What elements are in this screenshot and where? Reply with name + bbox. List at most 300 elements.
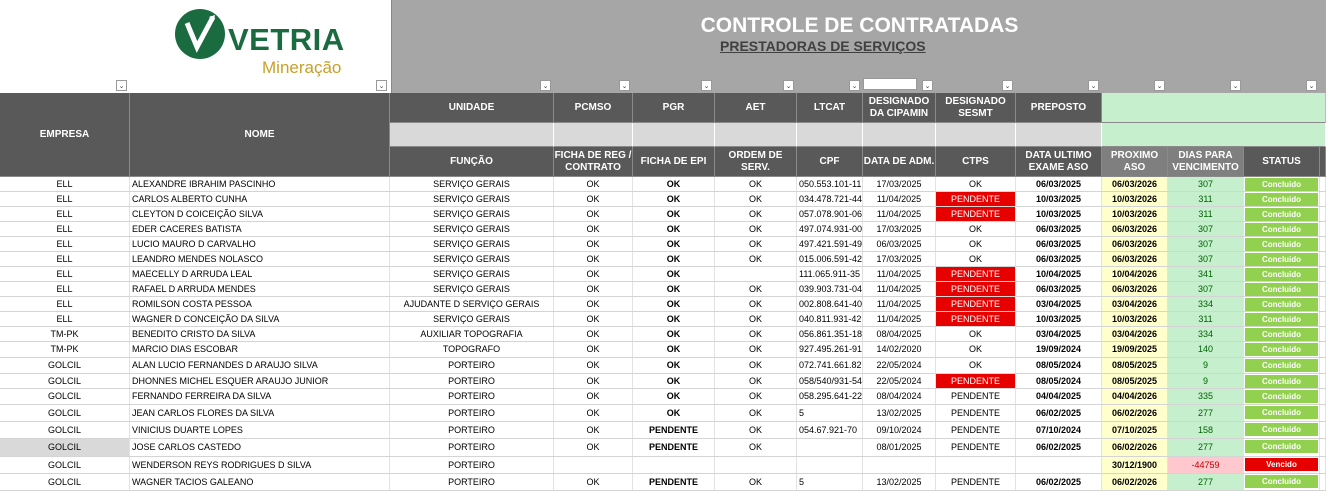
cell-ficha-epi[interactable]: PENDENTE xyxy=(633,439,715,456)
cell-ordem[interactable]: OK xyxy=(715,207,797,221)
cell-ultimo[interactable]: 06/03/2025 xyxy=(1016,237,1102,251)
cell-ultimo[interactable]: 19/09/2024 xyxy=(1016,342,1102,357)
cell-ficha-reg[interactable]: OK xyxy=(554,422,633,438)
cell-nome[interactable]: FERNANDO FERREIRA DA SILVA xyxy=(130,389,390,404)
cell-ordem[interactable]: OK xyxy=(715,374,797,388)
header-input-ltcat[interactable] xyxy=(797,123,863,147)
cell-dias[interactable]: 307 xyxy=(1168,177,1244,191)
cell-data-adm[interactable]: 13/02/2025 xyxy=(863,405,936,421)
cell-dias[interactable]: 334 xyxy=(1168,327,1244,341)
cell-nome[interactable]: JOSE CARLOS CASTEDO xyxy=(130,439,390,456)
cell-status[interactable] xyxy=(1244,297,1320,311)
cell-ultimo[interactable]: 10/03/2025 xyxy=(1016,207,1102,221)
header-input-aet[interactable] xyxy=(715,123,797,147)
cell-ficha-reg[interactable]: OK xyxy=(554,222,633,236)
cell-cpf[interactable]: 5 xyxy=(797,405,863,421)
cell-ultimo[interactable]: 06/02/2025 xyxy=(1016,439,1102,456)
cell-ctps[interactable]: PENDENTE xyxy=(936,267,1016,281)
cell-funcao[interactable]: PORTEIRO xyxy=(390,457,554,473)
cell-ficha-epi[interactable]: OK xyxy=(633,405,715,421)
cell-funcao[interactable]: SERVIÇO GERAIS xyxy=(390,282,554,296)
cell-nome[interactable]: VINICIUS DUARTE LOPES xyxy=(130,422,390,438)
cell-ultimo[interactable]: 10/04/2025 xyxy=(1016,267,1102,281)
cell-ctps[interactable]: PENDENTE xyxy=(936,374,1016,388)
cell-data-adm[interactable]: 08/01/2025 xyxy=(863,439,936,456)
cell-ctps[interactable] xyxy=(936,457,1016,473)
cell-status[interactable] xyxy=(1244,342,1320,357)
cell-ultimo[interactable]: 10/03/2025 xyxy=(1016,312,1102,326)
cell-ficha-epi[interactable]: OK xyxy=(633,282,715,296)
cell-ctps[interactable]: OK xyxy=(936,252,1016,266)
table-row xyxy=(0,252,1326,267)
cell-ficha-reg[interactable]: OK xyxy=(554,342,633,357)
filter-dropdown-icon[interactable]: ⌄ xyxy=(376,80,387,91)
filter-dropdown-icon[interactable]: ⌄ xyxy=(1088,80,1099,91)
cell-data-adm[interactable]: 11/04/2025 xyxy=(863,192,936,206)
cell-ctps[interactable]: PENDENTE xyxy=(936,207,1016,221)
cell-ordem[interactable]: OK xyxy=(715,237,797,251)
cell-status[interactable] xyxy=(1244,192,1320,206)
cell-ficha-reg[interactable]: OK xyxy=(554,439,633,456)
cell-ficha-epi[interactable]: OK xyxy=(633,374,715,388)
cell-data-adm[interactable] xyxy=(863,457,936,473)
cell-ficha-reg[interactable]: OK xyxy=(554,252,633,266)
cell-ficha-reg[interactable]: OK xyxy=(554,312,633,326)
cell-ctps[interactable]: OK xyxy=(936,342,1016,357)
cell-dias[interactable]: 311 xyxy=(1168,312,1244,326)
cell-ordem[interactable]: OK xyxy=(715,474,797,490)
cell-ctps[interactable]: PENDENTE xyxy=(936,312,1016,326)
cell-ficha-reg[interactable]: OK xyxy=(554,327,633,341)
cell-ordem[interactable]: OK xyxy=(715,312,797,326)
cell-data-adm[interactable]: 06/03/2025 xyxy=(863,237,936,251)
cell-cpf[interactable]: 111.065.911-35 xyxy=(797,267,863,281)
cell-proximo[interactable]: 08/05/2025 xyxy=(1102,374,1168,388)
cell-nome[interactable]: LUCIO MAURO D CARVALHO xyxy=(130,237,390,251)
cell-cpf[interactable] xyxy=(797,457,863,473)
cell-ordem[interactable]: OK xyxy=(715,358,797,373)
cell-ficha-reg[interactable]: OK xyxy=(554,207,633,221)
cell-ficha-reg[interactable]: OK xyxy=(554,374,633,388)
table-row xyxy=(0,358,1326,374)
cell-funcao[interactable]: PORTEIRO xyxy=(390,422,554,438)
cell-cpf[interactable]: 050.553.101-11 xyxy=(799,179,862,189)
cell-cpf[interactable]: 5 xyxy=(797,474,863,490)
cell-ordem[interactable] xyxy=(715,267,797,281)
cell-extra xyxy=(1320,177,1326,191)
cell-ficha-epi[interactable]: OK xyxy=(633,342,715,357)
cell-dias[interactable]: 277 xyxy=(1168,405,1244,421)
cell-ficha-reg[interactable]: OK xyxy=(554,192,633,206)
filter-input-box[interactable] xyxy=(863,78,917,90)
cell-ultimo[interactable] xyxy=(1016,457,1102,473)
cell-nome[interactable]: WAGNER D CONCEIÇÃO DA SILVA xyxy=(130,312,390,326)
cell-cpf[interactable]: 927.495.261-91 xyxy=(797,342,863,357)
header-input-pgr[interactable] xyxy=(633,123,715,147)
cell-status[interactable] xyxy=(1244,267,1320,281)
cell-proximo[interactable]: 06/02/2026 xyxy=(1102,474,1168,490)
cell-nome[interactable]: EDER CACERES BATISTA xyxy=(130,222,390,236)
cell-ultimo[interactable]: 03/04/2025 xyxy=(1016,297,1102,311)
cell-ficha-reg[interactable]: OK xyxy=(554,237,633,251)
cell-proximo[interactable]: 10/03/2026 xyxy=(1102,207,1168,221)
filter-dropdown-icon[interactable]: ⌄ xyxy=(619,80,630,91)
cell-ficha-reg[interactable] xyxy=(554,457,633,473)
table-row xyxy=(0,207,1326,222)
cell-extra xyxy=(1320,342,1326,357)
cell-ficha-epi[interactable]: OK xyxy=(633,252,715,266)
cell-ficha-reg[interactable]: OK xyxy=(554,405,633,421)
status-badge: Concluido xyxy=(1245,375,1318,388)
cell-proximo[interactable]: 06/03/2026 xyxy=(1102,222,1168,236)
cell-data-adm[interactable]: 22/05/2024 xyxy=(863,374,936,388)
cell-cpf[interactable]: 058/540/931-54 xyxy=(799,376,863,386)
cell-dias[interactable]: 307 xyxy=(1168,282,1244,296)
cell-dias[interactable]: -44759 xyxy=(1168,457,1244,473)
cell-empresa[interactable]: ELL xyxy=(0,267,130,281)
cell-proximo[interactable]: 10/03/2026 xyxy=(1102,192,1168,206)
cell-proximo[interactable]: 06/02/2026 xyxy=(1102,405,1168,421)
cell-funcao[interactable]: PORTEIRO xyxy=(390,389,554,404)
cell-empresa[interactable]: TM-PK xyxy=(0,327,130,341)
cell-proximo[interactable]: 03/04/2026 xyxy=(1102,327,1168,341)
cell-cpf[interactable]: 015.006.591-42 xyxy=(799,254,863,264)
header-pgr: PGR xyxy=(633,93,715,123)
cell-data-adm[interactable]: 08/04/2025 xyxy=(863,327,936,341)
cell-proximo[interactable]: 10/04/2026 xyxy=(1102,267,1168,281)
cell-empresa[interactable]: ELL xyxy=(0,207,130,221)
filter-dropdown-icon[interactable]: ⌄ xyxy=(1306,80,1317,91)
cell-proximo[interactable]: 08/05/2025 xyxy=(1102,358,1168,373)
cell-ultimo[interactable]: 06/02/2025 xyxy=(1016,405,1102,421)
cell-data-adm[interactable]: 22/05/2024 xyxy=(863,358,936,373)
cell-cpf[interactable]: 054.67.921-70 xyxy=(797,422,863,438)
header-data-ultimo-aso: DATA ULTIMO EXAME ASO xyxy=(1016,147,1102,177)
filter-dropdown-icon[interactable]: ⌄ xyxy=(701,80,712,91)
cell-nome[interactable]: DHONNES MICHEL ESQUER ARAUJO JUNIOR xyxy=(130,374,390,388)
cell-funcao[interactable]: AJUDANTE D SERVIÇO GERAIS xyxy=(390,297,554,311)
cell-proximo[interactable]: 06/03/2026 xyxy=(1102,237,1168,251)
cell-funcao[interactable]: SERVIÇO GERAIS xyxy=(390,312,554,326)
filter-dropdown-icon[interactable]: ⌄ xyxy=(922,80,933,91)
cell-ctps[interactable]: PENDENTE xyxy=(936,297,1016,311)
cell-ordem[interactable]: OK xyxy=(715,177,797,191)
cell-status[interactable] xyxy=(1244,222,1320,236)
filter-dropdown-icon[interactable]: ⌄ xyxy=(849,80,860,91)
cell-cpf[interactable]: 056.861.351-18 xyxy=(799,329,863,339)
cell-ficha-epi[interactable] xyxy=(633,457,715,473)
cell-ordem[interactable]: OK xyxy=(715,439,797,456)
cell-data-adm[interactable]: 11/04/2025 xyxy=(863,282,936,296)
cell-funcao[interactable]: SERVIÇO GERAIS xyxy=(390,237,554,251)
cell-proximo[interactable]: 06/02/2026 xyxy=(1102,439,1168,456)
cell-ficha-reg[interactable]: OK xyxy=(554,389,633,404)
cell-ordem[interactable]: OK xyxy=(715,192,797,206)
cell-ultimo[interactable]: 06/03/2025 xyxy=(1016,282,1102,296)
cell-data-adm[interactable]: 09/10/2024 xyxy=(863,422,936,438)
cell-data-adm[interactable]: 17/03/2025 xyxy=(863,252,936,266)
header-input-cipamin[interactable] xyxy=(863,123,936,147)
cell-dias[interactable]: 311 xyxy=(1168,207,1244,221)
cell-ordem[interactable]: OK xyxy=(715,342,797,357)
cell-extra xyxy=(1320,192,1326,206)
filter-dropdown-icon[interactable]: ⌄ xyxy=(1002,80,1013,91)
logo-tagline: Mineração xyxy=(262,58,342,77)
status-badge: Concluido xyxy=(1245,390,1318,403)
cell-dias[interactable]: 307 xyxy=(1168,222,1244,236)
cell-proximo[interactable]: 30/12/1900 xyxy=(1102,457,1168,473)
cell-ficha-epi[interactable]: OK xyxy=(633,237,715,251)
cell-ctps[interactable]: OK xyxy=(936,177,1016,191)
cell-data-adm[interactable]: 17/03/2025 xyxy=(863,222,936,236)
cell-status[interactable] xyxy=(1244,327,1320,341)
cell-funcao[interactable]: PORTEIRO xyxy=(390,374,554,388)
cell-ordem[interactable]: OK xyxy=(715,297,797,311)
cell-ficha-epi[interactable]: OK xyxy=(633,267,715,281)
cell-funcao[interactable]: PORTEIRO xyxy=(390,405,554,421)
cell-empresa[interactable]: ELL xyxy=(0,177,130,191)
cell-funcao[interactable]: PORTEIRO xyxy=(390,439,554,456)
cell-ficha-epi[interactable]: OK xyxy=(633,222,715,236)
cell-funcao[interactable]: SERVIÇO GERAIS xyxy=(390,222,554,236)
cell-ctps[interactable]: PENDENTE xyxy=(936,405,1016,421)
cell-ficha-reg[interactable]: OK xyxy=(554,297,633,311)
cell-dias[interactable]: 341 xyxy=(1168,267,1244,281)
cell-dias[interactable]: 307 xyxy=(1168,252,1244,266)
cell-dias[interactable]: 307 xyxy=(1168,237,1244,251)
cell-ultimo[interactable]: 06/03/2025 xyxy=(1016,252,1102,266)
cell-funcao[interactable]: SERVIÇO GERAIS xyxy=(390,267,554,281)
cell-ctps[interactable]: PENDENTE xyxy=(936,389,1016,404)
cell-empresa[interactable]: ELL xyxy=(0,252,130,266)
cell-ficha-reg[interactable]: OK xyxy=(554,282,633,296)
cell-empresa[interactable]: ELL xyxy=(0,282,130,296)
cell-status[interactable] xyxy=(1244,312,1320,326)
cell-ficha-epi[interactable]: PENDENTE xyxy=(633,422,715,438)
cell-data-adm[interactable]: 11/04/2025 xyxy=(863,312,936,326)
cell-dias[interactable]: 277 xyxy=(1168,474,1244,490)
cell-ctps[interactable]: OK xyxy=(936,327,1016,341)
cell-dias[interactable]: 9 xyxy=(1168,374,1244,388)
cell-empresa[interactable]: GOLCIL xyxy=(0,358,130,373)
filter-dropdown-icon[interactable]: ⌄ xyxy=(540,80,551,91)
cell-ficha-epi[interactable]: OK xyxy=(633,312,715,326)
cell-proximo[interactable]: 06/03/2026 xyxy=(1102,282,1168,296)
cell-nome[interactable]: ALAN LUCIO FERNANDES D ARAUJO SILVA xyxy=(130,358,390,373)
filter-dropdown-icon[interactable]: ⌄ xyxy=(1230,80,1241,91)
cell-ficha-epi[interactable]: OK xyxy=(633,177,715,191)
cell-dias[interactable]: 140 xyxy=(1168,342,1244,357)
header-input-sesmt[interactable] xyxy=(936,123,1016,147)
cell-ultimo[interactable]: 08/05/2024 xyxy=(1016,374,1102,388)
table-row xyxy=(0,439,1326,457)
cell-status[interactable] xyxy=(1244,422,1320,438)
cell-ficha-reg[interactable]: OK xyxy=(554,358,633,373)
cell-ultimo[interactable]: 06/03/2025 xyxy=(1016,177,1102,191)
cell-funcao[interactable]: SERVIÇO GERAIS xyxy=(390,252,554,266)
cell-dias[interactable]: 334 xyxy=(1168,297,1244,311)
cell-ultimo[interactable]: 06/03/2025 xyxy=(1016,222,1102,236)
cell-proximo[interactable]: 10/03/2026 xyxy=(1102,312,1168,326)
cell-data-adm[interactable]: 11/04/2025 xyxy=(863,207,936,221)
cell-empresa[interactable]: GOLCIL xyxy=(0,405,130,421)
cell-ficha-epi[interactable]: OK xyxy=(633,207,715,221)
cell-nome[interactable]: LEANDRO MENDES NOLASCO xyxy=(130,252,390,266)
cell-empresa[interactable]: GOLCIL xyxy=(0,439,130,456)
cell-empresa[interactable]: ELL xyxy=(0,312,130,326)
cell-cpf[interactable] xyxy=(797,439,863,456)
cell-ficha-epi[interactable]: OK xyxy=(633,327,715,341)
cell-ctps[interactable]: PENDENTE xyxy=(936,422,1016,438)
cell-ctps[interactable]: OK xyxy=(936,358,1016,373)
cell-nome[interactable]: CLEYTON D COICEIÇÃO SILVA xyxy=(130,207,390,221)
status-badge: Concluido xyxy=(1245,313,1318,326)
cell-status[interactable] xyxy=(1244,252,1320,266)
cell-status[interactable] xyxy=(1244,207,1320,221)
cell-cpf[interactable]: 040.811.931-42 xyxy=(799,314,862,324)
filter-dropdown-icon[interactable]: ⌄ xyxy=(1154,80,1165,91)
cell-ctps[interactable]: PENDENTE xyxy=(936,282,1016,296)
cell-data-adm[interactable]: 11/04/2025 xyxy=(863,297,936,311)
cell-funcao[interactable]: SERVIÇO GERAIS xyxy=(390,177,554,191)
cell-ultimo[interactable]: 06/02/2025 xyxy=(1016,474,1102,490)
cell-ultimo[interactable]: 04/04/2025 xyxy=(1016,389,1102,404)
cell-dias[interactable]: 335 xyxy=(1168,389,1244,404)
cell-data-adm[interactable]: 11/04/2025 xyxy=(863,267,936,281)
cell-ficha-epi[interactable]: OK xyxy=(633,192,715,206)
header-input-unidade[interactable] xyxy=(390,123,554,147)
cell-ficha-reg[interactable]: OK xyxy=(554,267,633,281)
cell-status[interactable] xyxy=(1244,177,1320,191)
cell-ficha-reg[interactable]: OK xyxy=(554,474,633,490)
cell-nome[interactable]: RAFAEL D ARRUDA MENDES xyxy=(130,282,390,296)
cell-ctps[interactable]: PENDENTE xyxy=(936,474,1016,490)
cell-proximo[interactable]: 06/03/2026 xyxy=(1102,252,1168,266)
cell-empresa[interactable]: GOLCIL xyxy=(0,374,130,388)
cell-ficha-epi[interactable]: OK xyxy=(633,389,715,404)
cell-ordem[interactable]: OK xyxy=(715,405,797,421)
cell-empresa[interactable]: GOLCIL xyxy=(0,474,130,490)
cell-ordem[interactable]: OK xyxy=(715,389,797,404)
table-row xyxy=(0,389,1326,405)
cell-ordem[interactable]: OK xyxy=(715,422,797,438)
cell-status[interactable] xyxy=(1244,389,1320,404)
cell-ultimo[interactable]: 08/05/2024 xyxy=(1016,358,1102,373)
cell-ctps[interactable]: OK xyxy=(936,237,1016,251)
cell-ctps[interactable]: PENDENTE xyxy=(936,439,1016,456)
cell-ficha-epi[interactable]: OK xyxy=(633,358,715,373)
cell-empresa[interactable]: TM-PK xyxy=(0,342,130,357)
cell-data-adm[interactable]: 14/02/2020 xyxy=(863,342,936,357)
cell-data-adm[interactable]: 17/03/2025 xyxy=(863,177,936,191)
cell-nome[interactable]: WAGNER TACIOS GALEANO xyxy=(130,474,390,490)
cell-proximo[interactable]: 07/10/2025 xyxy=(1102,422,1168,438)
cell-proximo[interactable]: 19/09/2025 xyxy=(1102,342,1168,357)
cell-dias[interactable]: 158 xyxy=(1168,422,1244,438)
cell-empresa[interactable]: ELL xyxy=(0,192,130,206)
cell-status[interactable] xyxy=(1244,374,1320,388)
cell-proximo[interactable]: 03/04/2026 xyxy=(1102,297,1168,311)
cell-status[interactable] xyxy=(1244,457,1320,473)
cell-data-adm[interactable]: 13/02/2025 xyxy=(863,474,936,490)
cell-dias[interactable]: 311 xyxy=(1168,192,1244,206)
cell-nome[interactable]: MARCIO DIAS ESCOBAR xyxy=(130,342,390,357)
cell-cpf[interactable]: 497.074.931-00 xyxy=(799,224,863,234)
cell-status[interactable] xyxy=(1244,237,1320,251)
cell-data-adm[interactable]: 08/04/2024 xyxy=(863,389,936,404)
cell-cpf[interactable]: 058.295.641-22 xyxy=(797,389,863,404)
cell-ordem[interactable]: OK xyxy=(715,282,797,296)
cell-cpf[interactable]: 072.741.661.82 xyxy=(797,358,863,373)
cell-proximo[interactable]: 06/03/2026 xyxy=(1102,177,1168,191)
cell-nome[interactable]: ROMILSON COSTA PESSOA xyxy=(130,297,390,311)
cell-empresa[interactable]: ELL xyxy=(0,237,130,251)
cell-empresa[interactable]: GOLCIL xyxy=(0,457,130,473)
cell-cpf[interactable]: 497.421.591-49 xyxy=(799,239,863,249)
cell-status[interactable] xyxy=(1244,474,1320,490)
cell-funcao[interactable]: PORTEIRO xyxy=(390,358,554,373)
header-input-preposto[interactable] xyxy=(1016,123,1102,147)
cell-extra xyxy=(1320,327,1326,341)
table-row xyxy=(0,222,1326,237)
cell-funcao[interactable]: PORTEIRO xyxy=(390,474,554,490)
cell-ultimo[interactable]: 10/03/2025 xyxy=(1016,192,1102,206)
cell-ultimo[interactable]: 07/10/2024 xyxy=(1016,422,1102,438)
cell-nome[interactable]: JEAN CARLOS FLORES DA SILVA xyxy=(130,405,390,421)
cell-funcao[interactable]: SERVIÇO GERAIS xyxy=(390,192,554,206)
cell-ficha-epi[interactable]: PENDENTE xyxy=(633,474,715,490)
header-proximo-aso: PROXIMO ASO xyxy=(1102,147,1168,177)
filter-dropdown-icon[interactable]: ⌄ xyxy=(116,80,127,91)
cell-ficha-reg[interactable]: OK xyxy=(554,177,633,191)
cell-status[interactable] xyxy=(1244,358,1320,373)
cell-ordem[interactable]: OK xyxy=(715,327,797,341)
cell-status[interactable] xyxy=(1244,282,1320,296)
cell-status[interactable] xyxy=(1244,405,1320,421)
cell-ctps[interactable]: OK xyxy=(936,222,1016,236)
cell-nome[interactable]: MAECELLY D ARRUDA LEAL xyxy=(130,267,390,281)
cell-ultimo[interactable]: 03/04/2025 xyxy=(1016,327,1102,341)
cell-ordem[interactable] xyxy=(715,457,797,473)
cell-status[interactable] xyxy=(1244,439,1320,456)
cell-funcao[interactable]: AUXILIAR TOPOGRAFIA xyxy=(390,327,554,341)
cell-empresa[interactable]: GOLCIL xyxy=(0,389,130,404)
cell-ficha-epi[interactable]: OK xyxy=(633,297,715,311)
filter-dropdown-icon[interactable]: ⌄ xyxy=(783,80,794,91)
cell-nome[interactable]: ALEXANDRE IBRAHIM PASCINHO xyxy=(130,177,390,191)
cell-empresa[interactable]: ELL xyxy=(0,297,130,311)
cell-ordem[interactable]: OK xyxy=(715,252,797,266)
cell-empresa[interactable]: GOLCIL xyxy=(0,422,130,438)
cell-ctps[interactable]: PENDENTE xyxy=(936,192,1016,206)
header-input-pcmso[interactable] xyxy=(554,123,633,147)
cell-cpf[interactable]: 057.078.901-06 xyxy=(799,209,863,219)
cell-cpf[interactable]: 039.903.731-04 xyxy=(799,284,863,294)
cell-nome[interactable]: CARLOS ALBERTO CUNHA xyxy=(130,192,390,206)
cell-empresa[interactable]: ELL xyxy=(0,222,130,236)
cell-nome[interactable]: BENEDITO CRISTO DA SILVA xyxy=(130,327,390,341)
cell-funcao[interactable]: SERVIÇO GERAIS xyxy=(390,207,554,221)
cell-cpf[interactable]: 002.808.641-40 xyxy=(799,299,863,309)
cell-dias[interactable]: 277 xyxy=(1168,439,1244,456)
cell-funcao[interactable]: TOPOGRAFO xyxy=(390,342,554,357)
header-unidade: UNIDADE xyxy=(390,93,554,123)
cell-proximo[interactable]: 04/04/2026 xyxy=(1102,389,1168,404)
cell-nome[interactable]: WENDERSON REYS RODRIGUES D SILVA xyxy=(130,457,390,473)
cell-cpf[interactable]: 034.478.721-44 xyxy=(799,194,863,204)
cell-ordem[interactable]: OK xyxy=(715,222,797,236)
cell-dias[interactable]: 9 xyxy=(1168,358,1244,373)
